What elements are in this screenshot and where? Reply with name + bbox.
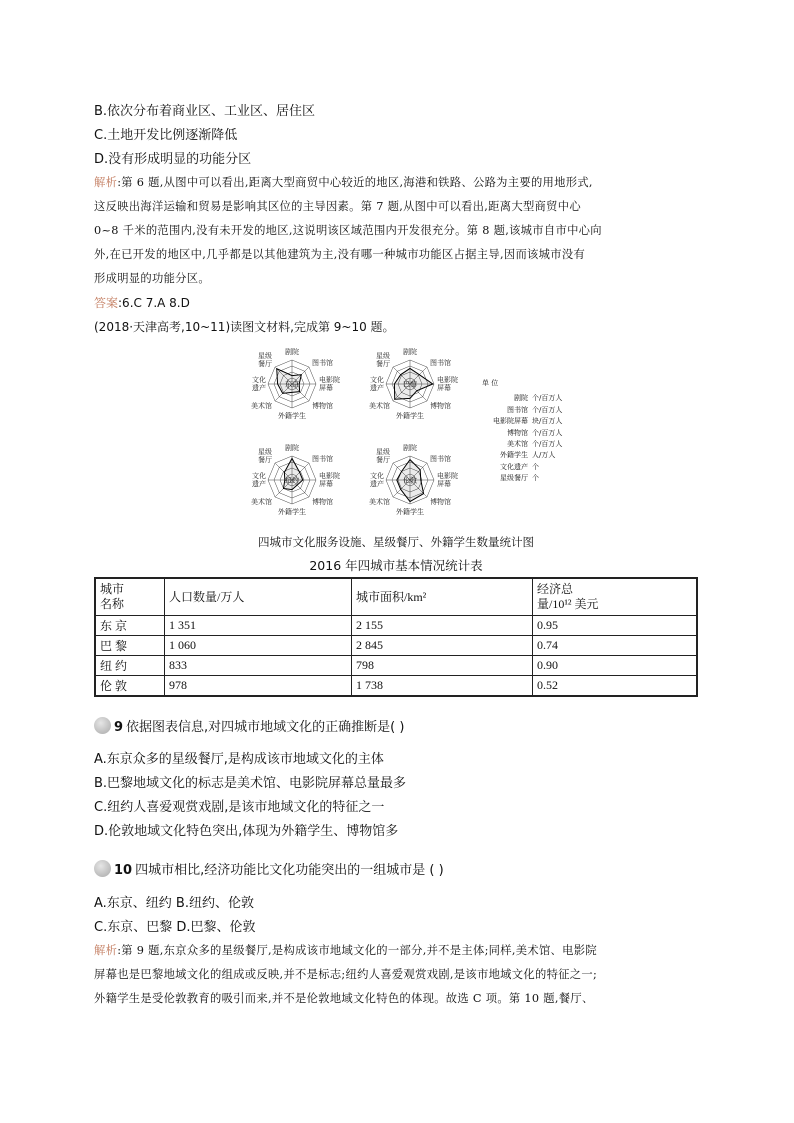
answer-tag: 答案 bbox=[94, 296, 119, 310]
answer-line: 答案:6.C 7.A 8.D bbox=[94, 296, 190, 310]
explanation-line: 0~8 千米的范围内,没有未开发的地区,这说明该区域范围内开发很充分。第 8 题,该城市自市中心向 bbox=[94, 224, 602, 237]
radar-axis-label: 电影院 bbox=[437, 376, 458, 384]
radar-axis-label: 博物馆 bbox=[430, 498, 451, 506]
radar-axis-label: 星级 bbox=[376, 448, 390, 456]
radar-axis-label: 文化 bbox=[370, 376, 384, 384]
radar-axis-label: 屏幕 bbox=[437, 480, 451, 488]
radar-axis-label: 图书馆 bbox=[312, 455, 333, 463]
radar-axis-label: 博物馆 bbox=[312, 498, 333, 506]
chart-caption: 四城市文化服务设施、星级餐厅、外籍学生数量统计图 bbox=[258, 535, 534, 549]
unit-row: 文化遗产 个 bbox=[500, 462, 539, 471]
radar-axis-label: 文化 bbox=[370, 472, 384, 480]
explanation-tag: 解析 bbox=[94, 176, 118, 189]
header-area: 城市面积/km² bbox=[352, 578, 533, 616]
explanation-line: 解析:第 9 题,东京众多的星级餐厅,是构成该市地域文化的一部分,并不是主体;同样,美术馆、电影院 bbox=[94, 944, 597, 957]
header-economy: 经济总 量/10¹² 美元 bbox=[533, 578, 698, 616]
q10-options-cd: C.东京、巴黎 D.巴黎、伦敦 bbox=[94, 920, 256, 935]
unit-row: 图书馆 个/百万人 bbox=[507, 405, 563, 414]
radar-city-label: 巴黎 bbox=[403, 380, 417, 389]
radar-axis-label: 博物馆 bbox=[430, 402, 451, 410]
radar-series bbox=[284, 458, 303, 489]
radar-axis-label: 遗产 bbox=[252, 480, 266, 488]
radar-axis-label: 外籍学生 bbox=[278, 508, 306, 516]
header-city: 城市 名称 bbox=[95, 578, 165, 616]
table-row: 东 京 1 351 2 155 0.95 bbox=[95, 616, 697, 636]
option-c-prev: C.土地开发比例逐渐降低 bbox=[94, 128, 238, 143]
radar-axis-label: 遗产 bbox=[252, 384, 266, 392]
radar-city-label: 东京 bbox=[285, 380, 299, 389]
radar-axis-label: 美术馆 bbox=[251, 498, 272, 506]
unit-row: 电影院屏幕 块/百万人 bbox=[493, 417, 563, 426]
units-title: 单 位 bbox=[482, 379, 499, 387]
radar-axis-label: 博物馆 bbox=[312, 402, 333, 410]
radar-chart-newyork bbox=[240, 440, 340, 522]
unit-row: 外籍学生 人/万人 bbox=[500, 451, 556, 460]
radar-axis-label: 外籍学生 bbox=[396, 412, 424, 420]
radar-axis-label: 文化 bbox=[252, 376, 266, 384]
table-row: 巴 黎 1 060 2 845 0.74 bbox=[95, 636, 697, 656]
radar-axis-label: 遗产 bbox=[370, 480, 384, 488]
radar-axis-label: 图书馆 bbox=[430, 359, 451, 367]
radar-axis-label: 屏幕 bbox=[319, 480, 333, 488]
radar-axis-label: 文化 bbox=[252, 472, 266, 480]
radar-axis-label: 电影院 bbox=[319, 472, 340, 480]
radar-axis-label: 餐厅 bbox=[376, 360, 390, 368]
radar-axis-label: 星级 bbox=[376, 352, 390, 360]
radar-city-label: 纽约 bbox=[285, 476, 299, 485]
radar-axis-label: 屏幕 bbox=[437, 384, 451, 392]
radar-axis-label: 遗产 bbox=[370, 384, 384, 392]
radar-axis-label: 美术馆 bbox=[251, 402, 272, 410]
radar-axis-label: 星级 bbox=[258, 352, 272, 360]
table-row: 纽 约 833 798 0.90 bbox=[95, 656, 697, 676]
radar-axis-label: 图书馆 bbox=[312, 359, 333, 367]
radar-axis-label: 外籍学生 bbox=[278, 412, 306, 420]
radar-axis-label: 剧院 bbox=[285, 444, 299, 452]
radar-axis-label: 外籍学生 bbox=[396, 508, 424, 516]
question-9: 9 依据图表信息,对四城市地域文化的正确推断是( ) bbox=[94, 716, 404, 735]
explanation-line: 屏幕也是巴黎地域文化的组成或反映,并不是标志;纽约人喜爱观赏戏剧,是该市地域文化的特征之一; bbox=[94, 968, 598, 981]
radar-axis-label: 屏幕 bbox=[319, 384, 333, 392]
header-population: 人口数量/万人 bbox=[165, 578, 352, 616]
radar-axis-label: 餐厅 bbox=[258, 456, 272, 464]
question-10: 10 四城市相比,经济功能比文化功能突出的一组城市是 ( ) bbox=[94, 859, 444, 878]
question-intro: (2018·天津高考,10~11)读图文材料,完成第 9~10 题。 bbox=[94, 320, 395, 334]
q9-option-a: A.东京众多的星级餐厅,是构成该市地域文化的主体 bbox=[94, 752, 384, 767]
unit-row: 博物馆 个/百万人 bbox=[507, 428, 563, 437]
unit-row: 星级餐厅 个 bbox=[500, 474, 539, 483]
question-bullet-icon bbox=[94, 717, 111, 734]
explanation-line: 这反映出海洋运输和贸易是影响其区位的主导因素。第 7 题,从图中可以看出,距离大型商贸中心 bbox=[94, 200, 581, 213]
explanation-line: 解析:第 6 题,从图中可以看出,距离大型商贸中心较近的地区,海港和铁路、公路为主要的用地形式, bbox=[94, 176, 593, 189]
table-row: 伦 敦 978 1 738 0.52 bbox=[95, 676, 697, 697]
explanation-line: 外,在已开发的地区中,几乎都是以其他建筑为主,没有哪一种城市功能区占据主导,因而该城市没有 bbox=[94, 248, 586, 261]
radar-city-label: 伦敦 bbox=[403, 476, 417, 485]
explanation-line: 形成明显的功能分区。 bbox=[94, 272, 210, 285]
table-title: 2016 年四城市基本情况统计表 bbox=[309, 558, 483, 573]
radar-chart-tokyo bbox=[240, 344, 340, 426]
option-b-prev: B.依次分布着商业区、工业区、居住区 bbox=[94, 104, 316, 119]
option-d-prev: D.没有形成明显的功能分区 bbox=[94, 152, 252, 167]
radar-axis-label: 剧院 bbox=[403, 444, 417, 452]
radar-chart-london bbox=[358, 440, 458, 522]
radar-axis-label: 美术馆 bbox=[369, 402, 390, 410]
unit-row: 美术馆 个/百万人 bbox=[507, 440, 563, 449]
radar-axis-label: 剧院 bbox=[285, 348, 299, 356]
explanation-line: 外籍学生是受伦敦教育的吸引而来,并不是伦敦地域文化特色的体现。故选 C 项。第 10 题,餐厅、 bbox=[94, 992, 594, 1005]
units-legend bbox=[462, 378, 562, 485]
radar-axis-label: 剧院 bbox=[403, 348, 417, 356]
unit-row: 剧院 个/百万人 bbox=[514, 394, 563, 403]
radar-axis-label: 餐厅 bbox=[376, 456, 390, 464]
q10-options-ab: A.东京、纽约 B.纽约、伦敦 bbox=[94, 896, 254, 911]
explanation-tag: 解析 bbox=[94, 944, 118, 957]
radar-axis-label: 电影院 bbox=[437, 472, 458, 480]
radar-axis-label: 图书馆 bbox=[430, 455, 451, 463]
question-bullet-icon bbox=[94, 860, 111, 877]
stats-table bbox=[94, 577, 698, 697]
radar-axis-label: 餐厅 bbox=[258, 360, 272, 368]
table-header-row bbox=[95, 578, 697, 616]
q9-option-c: C.纽约人喜爱观赏戏剧,是该市地域文化的特征之一 bbox=[94, 800, 385, 815]
radar-axis-label: 电影院 bbox=[319, 376, 340, 384]
q9-option-b: B.巴黎地域文化的标志是美术馆、电影院屏幕总量最多 bbox=[94, 776, 407, 791]
radar-axis-label: 美术馆 bbox=[369, 498, 390, 506]
q9-option-d: D.伦敦地域文化特色突出,体现为外籍学生、博物馆多 bbox=[94, 824, 399, 839]
radar-chart-paris bbox=[358, 344, 458, 426]
radar-axis-label: 星级 bbox=[258, 448, 272, 456]
